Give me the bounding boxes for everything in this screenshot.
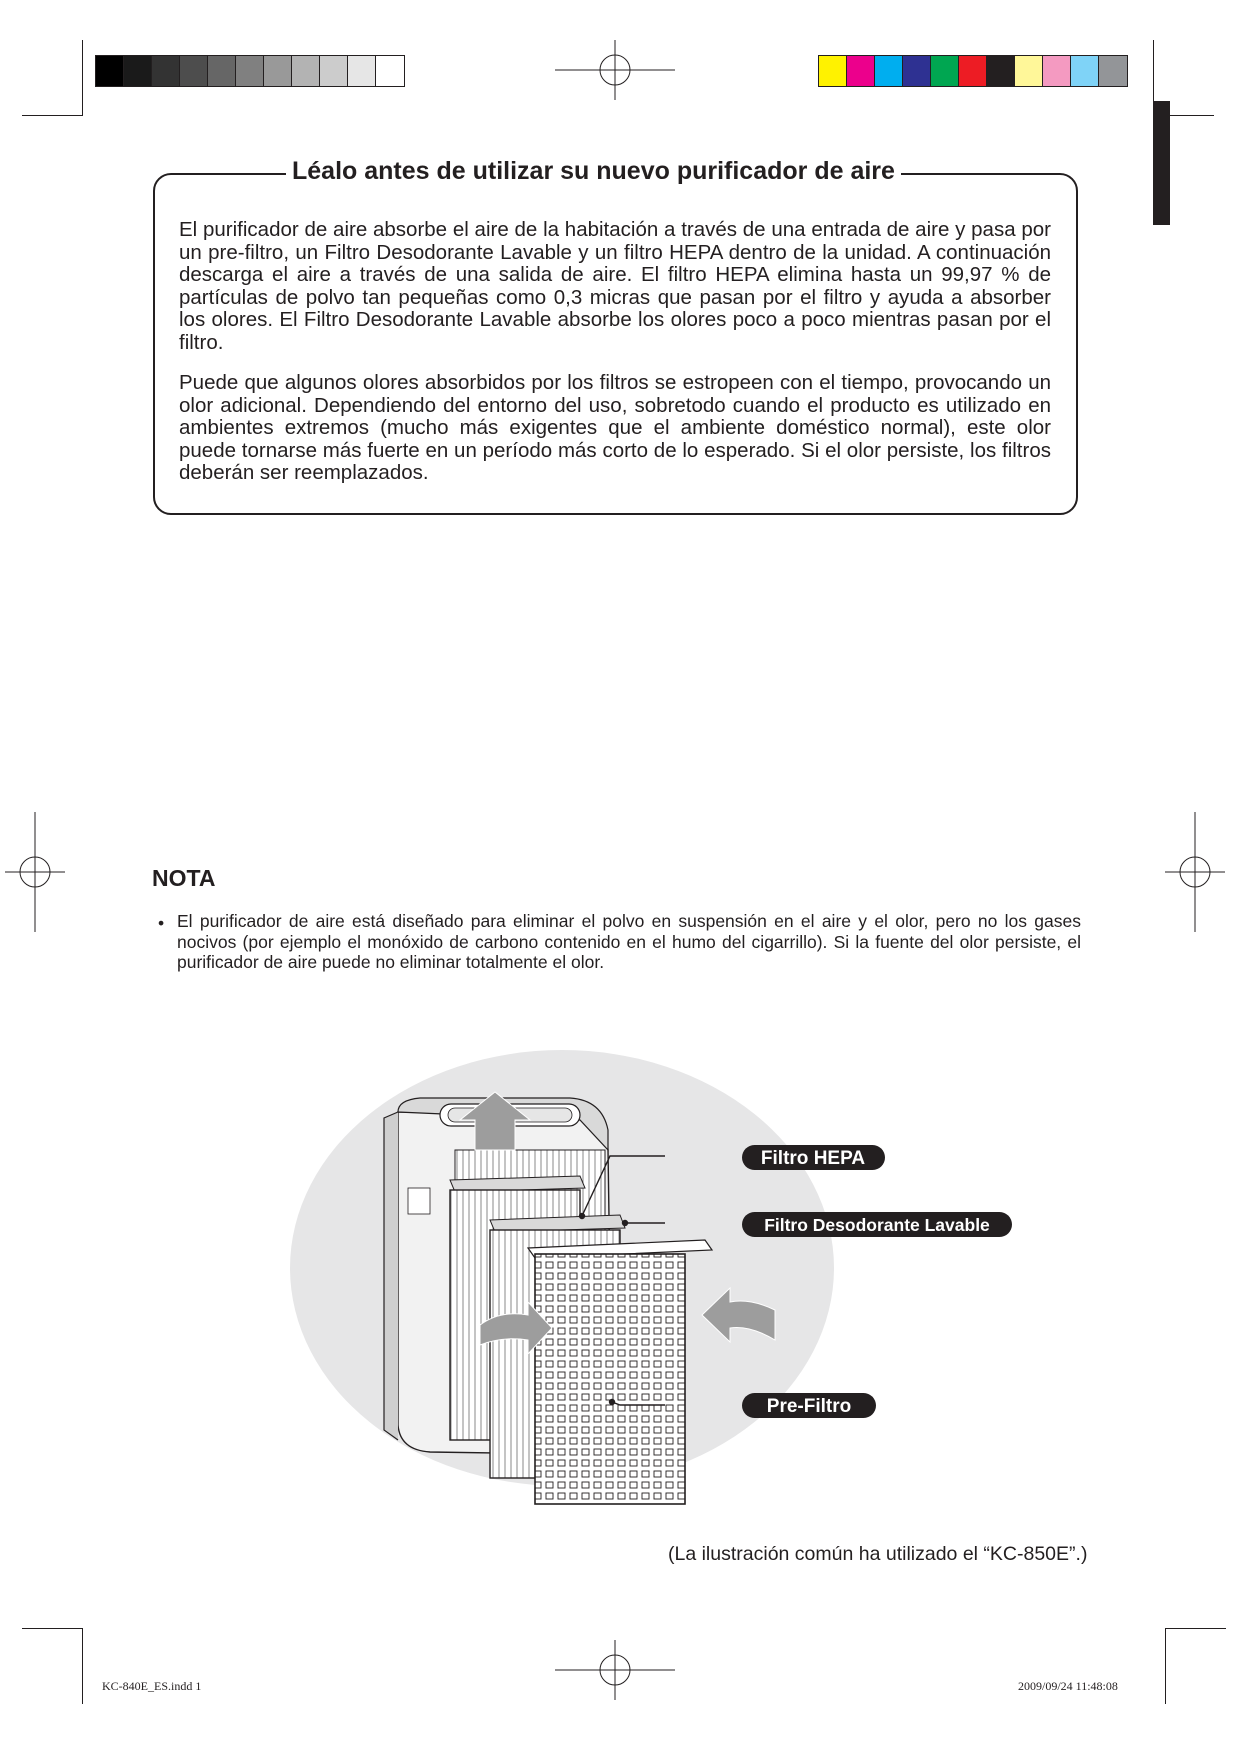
nota-heading: NOTA [152,865,216,891]
color-swatch-5 [931,56,959,86]
color-swatch-4 [903,56,931,86]
gray-swatch-5 [208,56,236,86]
slug-file: KC-840E_ES.indd 1 [102,1679,202,1693]
color-swatch-2 [847,56,875,86]
gray-swatch-3 [152,56,180,86]
gray-swatch-6 [236,56,264,86]
pre-filter [528,1240,712,1504]
gray-swatch-9 [320,56,348,86]
gray-swatch-10 [348,56,376,86]
nota-text: El purificador de aire está diseñado para eliminar el polvo en suspensión en el aire y el olor, pero no los gases nocivos (por ejemplo el monóxido de carbono contenido en el humo del cigarrillo). Si la fuente del olor persiste, el purificador de aire puede no eliminar totalmente el olor. [177,911,1081,972]
gray-swatch-1 [96,56,124,86]
gray-swatch-11 [376,56,404,86]
intro-paragraph-2: Puede que algunos olores absorbidos por los filtros se estropeen con el tiempo, provocando un olor adicional. Dependiendo del entorno del uso, sobretodo cuando el producto es utilizado en ambientes extremos (mucho más exigentes que el ambiente doméstico normal), este olor puede tornarse más fuerte en un período más corto de lo esperado. Si el olor persiste, los filtros deberán ser reemplazados. [179,371,1051,485]
color-swatch-9 [1043,56,1071,86]
label-pre-filtro-text: Pre-Filtro [766,1396,852,1417]
color-swatch-10 [1071,56,1099,86]
intro-title: Léalo antes de utilizar su nuevo purificador de aire [286,157,901,186]
color-swatch-6 [959,56,987,86]
color-swatch-11 [1099,56,1127,86]
label-filtro-hepa-text: Filtro HEPA [760,1148,866,1169]
side-tab-marker [1153,101,1170,225]
gray-swatch-2 [124,56,152,86]
color-swatch-8 [1015,56,1043,86]
color-registration-bar [818,55,1128,87]
registration-target-bottom [555,1640,675,1700]
label-filtro-desodorante [742,1212,1012,1237]
label-filtro-hepa [742,1145,885,1170]
grayscale-registration-bar [95,55,405,87]
gray-swatch-8 [292,56,320,86]
color-swatch-3 [875,56,903,86]
intro-paragraph-1: El purificador de aire absorbe el aire de la habitación a través de una entrada de aire y pasa por un pre-filtro, un Filtro Desodorante Lavable y un filtro HEPA dentro de la unidad. A continuación descarga el aire a través de una salida de aire. El filtro HEPA elimina hasta un 99,97 % de partículas de polvo tan pequeñas como 0,3 micras que pasan por el filtro y ayuda a absorber los olores. El Filtro Desodorante Lavable absorbe los olores poco a poco mientras pasan por el filtro. [179,218,1051,354]
color-swatch-7 [987,56,1015,86]
gray-swatch-7 [264,56,292,86]
label-filtro-desodorante-text: Filtro Desodorante Lavable [764,1215,990,1235]
air-purifier-filter-illustration [280,1040,1020,1520]
illustration-caption: (La ilustración común ha utilizado el “KC-850E”.) [668,1543,1088,1565]
registration-target-right [1165,812,1225,932]
label-pre-filtro [742,1393,876,1418]
slug-timestamp: 2009/09/24 11:48:08 [1018,1679,1118,1693]
registration-target-top [555,40,675,100]
color-swatch-1 [819,56,847,86]
registration-target-left [5,812,65,932]
gray-swatch-4 [180,56,208,86]
bullet-icon: • [158,913,165,933]
